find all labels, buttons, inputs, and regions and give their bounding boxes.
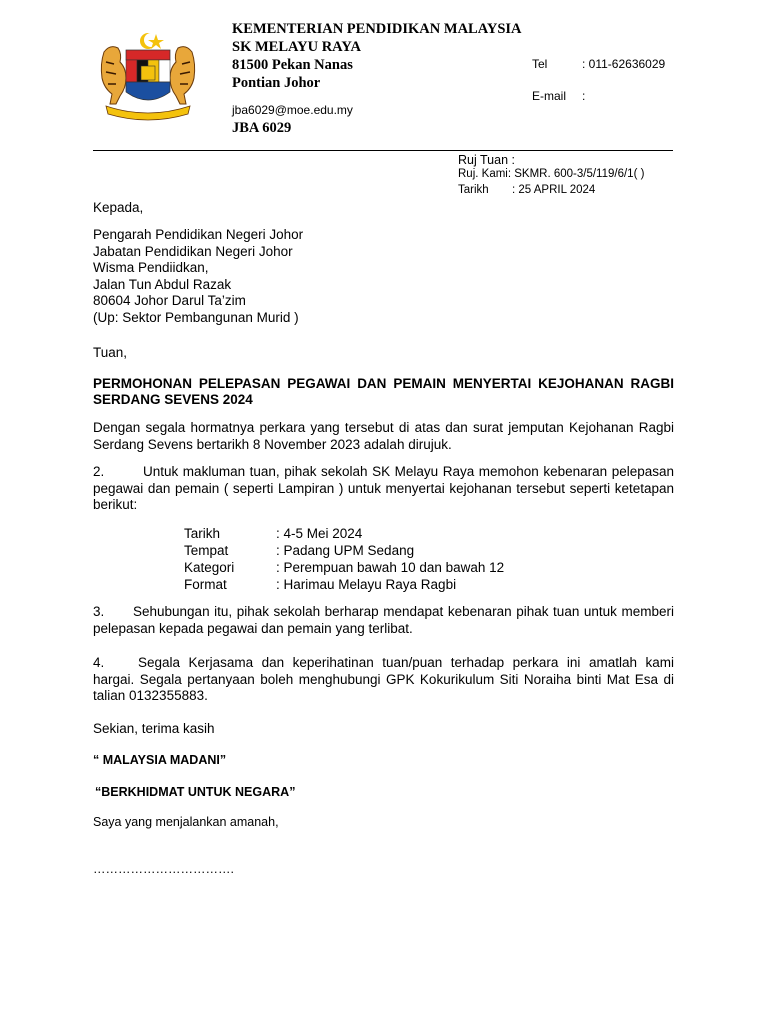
recipient-address bbox=[93, 227, 303, 327]
slogan-berkhidmat: “BERKHIDMAT UNTUK NEGARA” bbox=[95, 785, 296, 799]
paragraph-1: Dengan segala hormatnya perkara yang tersebut di atas dan surat jemputan Kejohanan Ragbi Serdang Sevens bertarikh 8 November 2023 adalah dirujuk. bbox=[93, 420, 674, 452]
detail-row bbox=[184, 577, 456, 592]
school-email: jba6029@moe.edu.my bbox=[232, 103, 353, 117]
paragraph-4-number: 4. bbox=[93, 655, 105, 670]
recipient-line: (Up: Sektor Pembangunan Murid ) bbox=[93, 309, 299, 325]
signature-intro: Saya yang menjalankan amanah, bbox=[93, 815, 279, 829]
paragraph-4 bbox=[93, 655, 674, 705]
tel-label: Tel bbox=[532, 57, 548, 71]
email-value: : bbox=[582, 89, 586, 103]
detail-value: : Harimau Melayu Raya Ragbi bbox=[276, 577, 457, 592]
paragraph-2 bbox=[93, 464, 674, 514]
email-label: E-mail bbox=[532, 89, 567, 103]
recipient-line: Wisma Pendiidkan, bbox=[93, 260, 209, 276]
detail-value: : Padang UPM Sedang bbox=[276, 543, 415, 558]
address-line-1: 81500 Pekan Nanas bbox=[232, 57, 353, 73]
signature-line: ……………………………. bbox=[93, 862, 234, 876]
address-line-2: Pontian Johor bbox=[232, 75, 321, 91]
paragraph-4-text: Segala Kerjasama dan keperihatinan tuan/puan terhadap perkara ini amatlah kami hargai. Segala pertanyaan boleh menghubungi GPK Kokurikulum Siti Noraiha binti Mat Esa di talian 0132355883. bbox=[93, 655, 674, 703]
detail-value: : Perempuan bawah 10 dan bawah 12 bbox=[276, 560, 505, 575]
detail-row bbox=[184, 560, 504, 575]
paragraph-3 bbox=[93, 604, 674, 637]
ruj-kami: Ruj. Kami: SKMR. 600-3/5/119/6/1( ) bbox=[458, 168, 645, 180]
school-name: SK MELAYU RAYA bbox=[232, 39, 361, 55]
detail-row bbox=[184, 526, 362, 541]
header-divider bbox=[93, 150, 673, 151]
tarikh-label: Tarikh bbox=[458, 184, 489, 196]
ministry-name: KEMENTERIAN PENDIDIKAN MALAYSIA bbox=[232, 21, 522, 37]
detail-row bbox=[184, 543, 414, 558]
paragraph-2-text: Untuk makluman tuan, pihak sekolah SK Melayu Raya memohon kebenaran pelepasan pegawai dan pemain ( seperti Lampiran ) untuk menyertai kejohanan tersebut seperti ketetapan berikut: bbox=[93, 464, 674, 512]
ruj-tuan: Ruj Tuan : bbox=[458, 153, 515, 167]
detail-key: Tarikh bbox=[184, 526, 221, 541]
detail-key: Tempat bbox=[184, 543, 229, 558]
slogan-malaysia-madani: “ MALAYSIA MADANI” bbox=[93, 753, 227, 767]
tarikh-value: : 25 APRIL 2024 bbox=[512, 184, 596, 196]
recipient-line: Jalan Tun Abdul Razak bbox=[93, 276, 232, 292]
kepada: Kepada, bbox=[93, 200, 144, 215]
salutation: Tuan, bbox=[93, 345, 128, 360]
paragraph-2-number: 2. bbox=[93, 464, 105, 479]
detail-key: Format bbox=[184, 577, 227, 592]
paragraph-3-number: 3. bbox=[93, 604, 105, 619]
closing-thanks: Sekian, terima kasih bbox=[93, 721, 215, 736]
recipient-line: Pengarah Pendidikan Negeri Johor bbox=[93, 227, 304, 242]
paragraph-3-text: Sehubungan itu, pihak sekolah berharap mendapat kebenaran pihak tuan untuk memberi pelepasan kepada pegawai dan pemain yang terlibat. bbox=[93, 604, 674, 636]
recipient-line: Jabatan Pendidikan Negeri Johor bbox=[93, 243, 293, 259]
malaysia-coat-of-arms-icon bbox=[96, 32, 200, 122]
subject: PERMOHONAN PELEPASAN PEGAWAI DAN PEMAIN MENYERTAI KEJOHANAN RAGBI SERDANG SEVENS 2024 bbox=[93, 376, 674, 407]
detail-value: : 4-5 Mei 2024 bbox=[276, 526, 363, 541]
tel-value: : 011-62636029 bbox=[582, 57, 666, 71]
school-code: JBA 6029 bbox=[232, 120, 292, 136]
detail-key: Kategori bbox=[184, 560, 235, 575]
recipient-line: 80604 Johor Darul Ta’zim bbox=[93, 293, 246, 309]
